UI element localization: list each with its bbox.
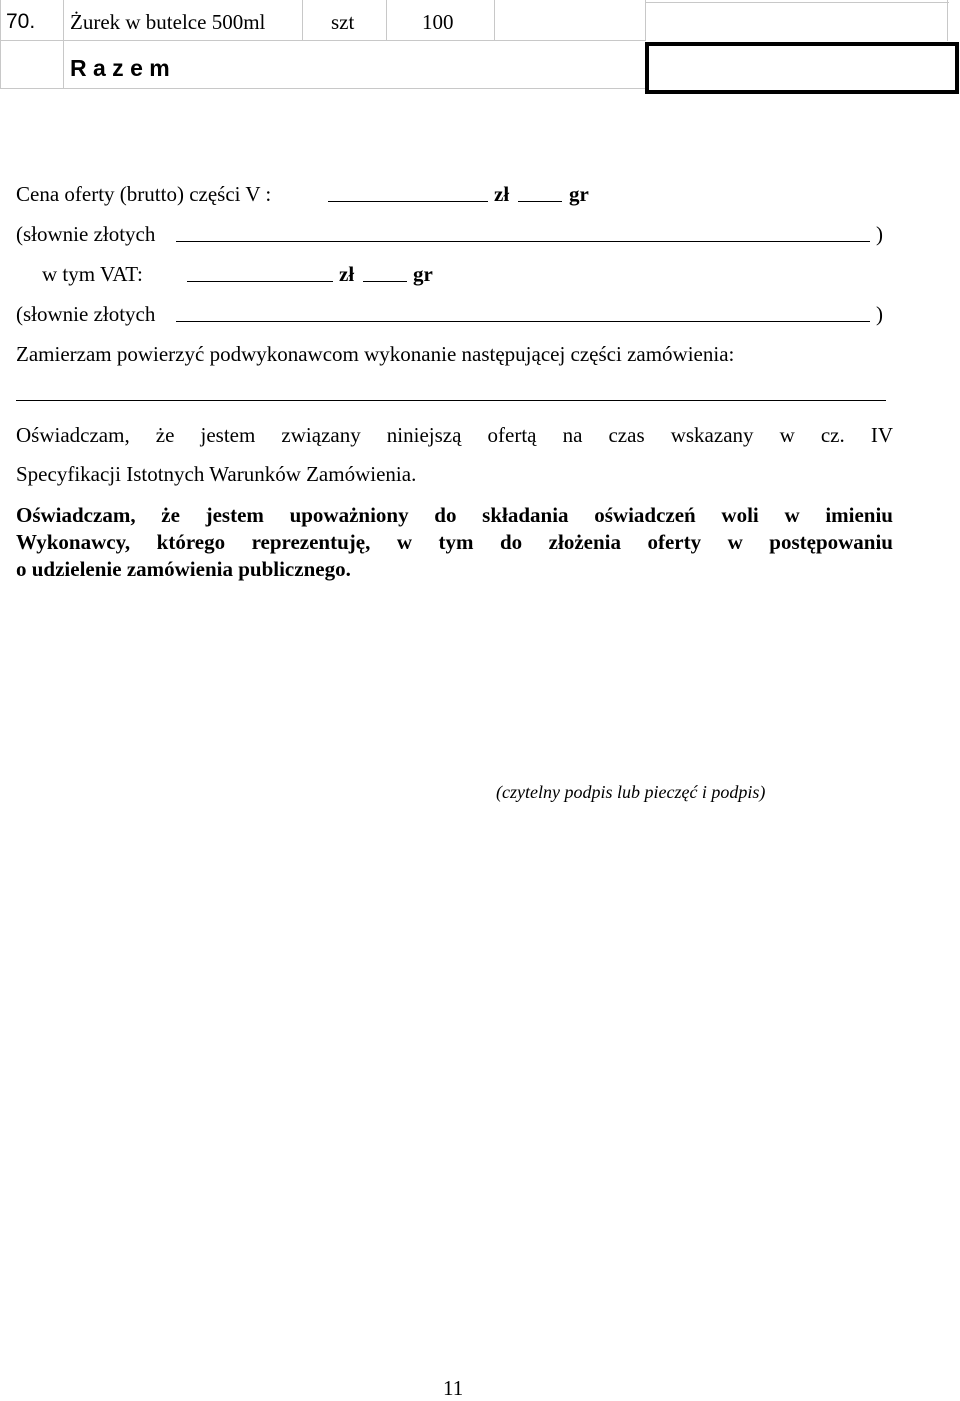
table-col-divider xyxy=(645,0,646,41)
table-col-divider xyxy=(302,0,303,41)
table-col-divider xyxy=(494,0,495,41)
table-left-border xyxy=(0,0,1,89)
vat-gr-field[interactable] xyxy=(363,281,407,282)
offer-price-label: Cena oferty (brutto) części V : xyxy=(16,182,272,206)
vat-in-words-field[interactable] xyxy=(176,321,870,322)
price-zl-field[interactable] xyxy=(328,201,488,202)
vat-gr-unit: gr xyxy=(413,262,433,286)
table-col-divider xyxy=(63,0,64,89)
item-quantity: 100 xyxy=(422,10,454,34)
vat-zl-unit: zł xyxy=(339,262,355,286)
declaration-validity-line-2: Specyfikacji Istotnych Warunków Zamówienia. xyxy=(16,462,417,486)
total-label: R a z e m xyxy=(70,55,170,81)
declaration-validity-line-1: Oświadczam, że jestem związany niniejszą ofertą na czas wskazany w cz. IV xyxy=(16,423,893,447)
declaration-authority-line-2: Wykonawcy, którego reprezentuję, w tym do złożenia oferty w postępowaniu xyxy=(16,530,893,554)
declaration-authority-line-1: Oświadczam, że jestem upoważniony do składania oświadczeń woli w imieniu xyxy=(16,503,893,527)
price-in-words-close: ) xyxy=(876,222,883,246)
table-col-divider xyxy=(386,0,387,41)
declaration-authority-line-3: o udzielenie zamówienia publicznego. xyxy=(16,557,351,581)
table-col-divider xyxy=(947,0,948,41)
price-table xyxy=(0,0,960,92)
vat-zl-field[interactable] xyxy=(187,281,333,282)
table-bottom-border xyxy=(0,88,645,89)
vat-in-words-label: (słownie złotych xyxy=(16,302,156,326)
price-gr-unit: gr xyxy=(569,182,589,206)
price-in-words-field[interactable] xyxy=(176,241,870,242)
item-number: 70. xyxy=(6,10,36,33)
signature-caption: (czytelny podpis lub pieczęć i podpis) xyxy=(496,782,766,802)
price-gr-field[interactable] xyxy=(518,201,562,202)
price-in-words-label: (słownie złotych xyxy=(16,222,156,246)
vat-in-words-close: ) xyxy=(876,302,883,326)
subcontract-field[interactable] xyxy=(16,400,886,401)
item-name: Żurek w butelce 500ml xyxy=(70,10,266,34)
total-value-box[interactable] xyxy=(645,42,959,94)
page-number: 11 xyxy=(443,1376,464,1400)
subcontract-statement: Zamierzam powierzyć podwykonawcom wykonanie następującej części zamówienia: xyxy=(16,342,735,366)
table-top-border xyxy=(645,2,949,3)
price-zl-unit: zł xyxy=(494,182,510,206)
vat-label: w tym VAT: xyxy=(42,262,143,286)
item-unit: szt xyxy=(331,10,355,34)
table-row-divider xyxy=(0,40,645,41)
